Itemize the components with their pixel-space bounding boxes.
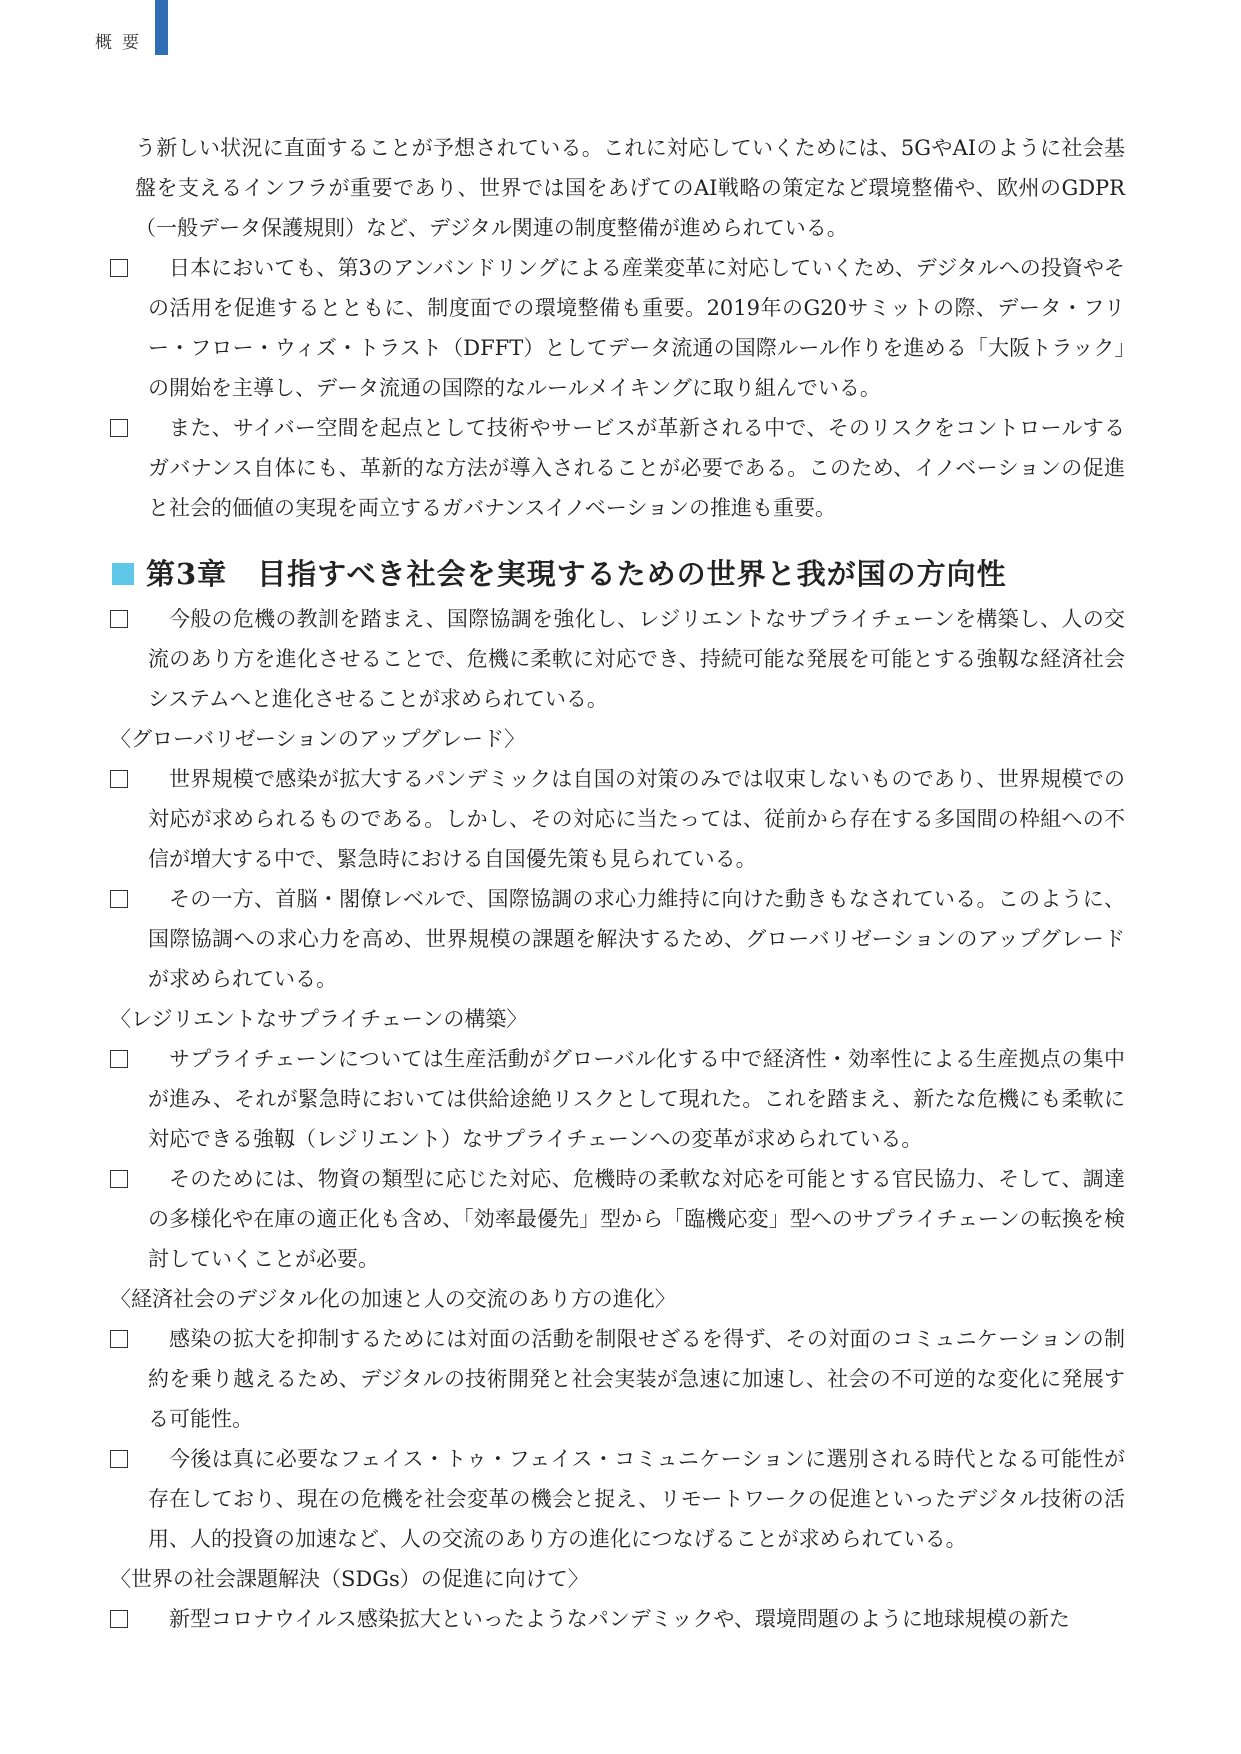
checkbox-square-icon — [110, 1170, 128, 1188]
paragraph-text: 世界規模で感染が拡大するパンデミックは自国の対策のみでは収束しないものであり、世界規模での対応が求められるものである。しかし、その対応に当たっては、従前から存在する多国間の枠組への不信が増大する中で、緊急時における自国優先策も見られている。 — [148, 767, 1125, 871]
section-heading: 〈グローバリゼーションのアップグレード〉 — [110, 727, 525, 751]
chapter-heading — [110, 551, 1125, 597]
paragraph-text: サプライチェーンについては生産活動がグローバル化する中で経済性・効率性による生産拠点の集中が進み、それが緊急時においては供給途絶リスクとして現れた。これを踏まえ、新たな危機にも柔軟に対応できる強靱（レジリエント）なサプライチェーンへの変革が求められている。 — [148, 1047, 1125, 1151]
list-item — [110, 879, 1125, 999]
checkbox-square-icon — [110, 610, 128, 628]
checkbox-square-icon — [110, 419, 128, 437]
list-item — [110, 1439, 1125, 1559]
checkbox-square-icon — [110, 1450, 128, 1468]
chapter-title: 第3章 目指すべき社会を実現するための世界と我が国の方向性 — [146, 557, 1007, 591]
paragraph-text: その一方、首脳・閣僚レベルで、国際協調の求心力維持に向けた動きもなされている。このように、国際協調への求心力を高め、世界規模の課題を解決するため、グローバリゼーションのアップグレードが求められている。 — [148, 887, 1125, 991]
checkbox-square-icon — [110, 770, 128, 788]
chapter-marker-icon — [112, 563, 134, 585]
list-item — [110, 1039, 1125, 1159]
checkbox-square-icon — [110, 1330, 128, 1348]
page-body — [110, 128, 1125, 1639]
checkbox-square-icon — [110, 1050, 128, 1068]
checkbox-square-icon — [110, 1610, 128, 1628]
list-item — [110, 1599, 1125, 1639]
section-heading: 〈経済社会のデジタル化の加速と人の交流のあり方の進化〉 — [110, 1287, 676, 1311]
list-item — [110, 599, 1125, 719]
intro-continuation — [110, 128, 1125, 248]
paragraph-text: 感染の拡大を抑制するためには対面の活動を制限せざるを得ず、その対面のコミュニケーションの制約を乗り越えるため、デジタルの技術開発と社会実装が急速に加速し、社会の不可逆的な変化に発展する可能性。 — [148, 1327, 1125, 1431]
paragraph-text: そのためには、物資の類型に応じた対応、危機時の柔軟な対応を可能とする官民協力、そして、調達の多様化や在庫の適正化も含め、「効率最優先」型から「臨機応変」型へのサプライチェーンの転換を検討していくことが必要。 — [148, 1167, 1125, 1271]
checkbox-square-icon — [110, 259, 128, 277]
paragraph-text: 今後は真に必要なフェイス・トゥ・フェイス・コミュニケーションに選別される時代となる可能性が存在しており、現在の危機を社会変革の機会と捉え、リモートワークの促進といったデジタル技術の活用、人的投資の加速など、人の交流のあり方の進化につなげることが求められている。 — [148, 1447, 1125, 1551]
list-item — [110, 1319, 1125, 1439]
section-heading: 〈レジリエントなサプライチェーンの構築〉 — [110, 1007, 528, 1031]
list-item — [110, 1159, 1125, 1279]
paragraph-text: 日本においても、第3のアンバンドリングによる産業変革に対応していくため、デジタルへの投資やその活用を促進するとともに、制度面での環境整備も重要。2019年のG20サミットの際、データ・フリー・フロー・ウィズ・トラスト（DFFT）としてデータ流通の国際ルール作りを進める「大阪トラック」の開始を主導し、データ流通の国際的なルールメイキングに取り組んでいる。 — [148, 256, 1125, 400]
checkbox-square-icon — [110, 890, 128, 908]
paragraph-text: また、サイバー空間を起点として技術やサービスが革新される中で、そのリスクをコントロールするガバナンス自体にも、革新的な方法が導入されることが必要である。このため、イノベーションの促進と社会的価値の実現を両立するガバナンスイノベーションの推進も重要。 — [148, 416, 1125, 520]
page-section-label: 概要 — [95, 33, 149, 53]
list-item — [110, 408, 1125, 528]
paragraph-text: 今般の危機の教訓を踏まえ、国際協調を強化し、レジリエントなサプライチェーンを構築し、人の交流のあり方を進化させることで、危機に柔軟に対応でき、持続可能な発展を可能とする強靱な経済社会システムへと進化させることが求められている。 — [148, 607, 1125, 711]
list-item — [110, 248, 1125, 408]
section-heading: 〈世界の社会課題解決（SDGs）の促進に向けて〉 — [110, 1567, 589, 1591]
paragraph-text: う新しい状況に直面することが予想されている。これに対応していくためには、5GやAIのように社会基盤を支えるインフラが重要であり、世界では国をあげてのAI戦略の策定など環境整備や、欧州のGDPR（一般データ保護規則）など、デジタル関連の制度整備が進められている。 — [135, 136, 1125, 240]
paragraph-text: 新型コロナウイルス感染拡大といったようなパンデミックや、環境問題のように地球規模の新た — [169, 1607, 1070, 1631]
list-item — [110, 759, 1125, 879]
header-accent-bar — [155, 0, 168, 55]
